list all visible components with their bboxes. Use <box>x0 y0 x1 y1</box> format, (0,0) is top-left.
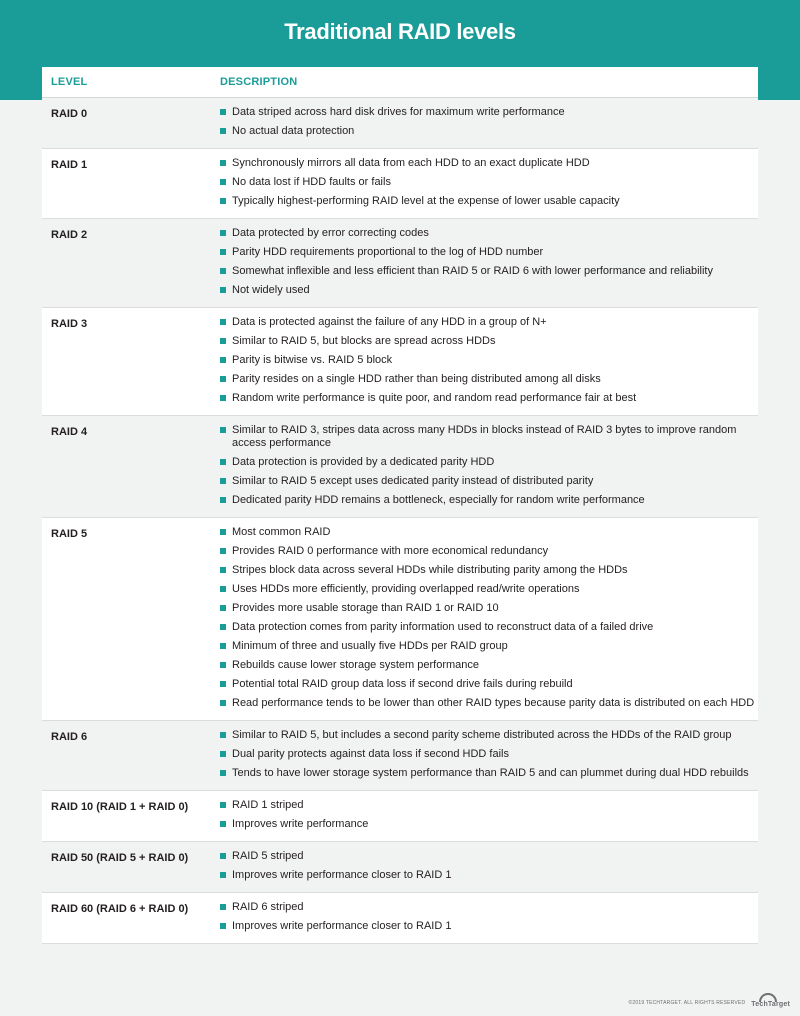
table-row <box>42 98 758 149</box>
square-bullet-icon <box>220 586 226 592</box>
square-bullet-icon <box>220 681 226 687</box>
description-item <box>220 850 758 863</box>
square-bullet-icon <box>220 338 226 344</box>
description-item <box>220 697 758 710</box>
square-bullet-icon <box>220 643 226 649</box>
raid-level-label: RAID 1 <box>51 159 88 171</box>
description-column-header: DESCRIPTION <box>220 76 298 88</box>
raid-level-label: RAID 3 <box>51 318 88 330</box>
raid-description-list <box>211 721 758 790</box>
description-item <box>220 335 758 348</box>
description-item <box>220 920 758 933</box>
description-item-text: Rebuilds cause lower storage system performance <box>232 659 480 671</box>
description-item-text: Dedicated parity HDD remains a bottleneck, especially for random write performance <box>232 494 645 506</box>
square-bullet-icon <box>220 821 226 827</box>
raid-level-label: RAID 10 (RAID 1 + RAID 0) <box>51 801 189 813</box>
raid-description-list <box>211 518 758 720</box>
square-bullet-icon <box>220 427 226 433</box>
square-bullet-icon <box>220 357 226 363</box>
description-item <box>220 659 758 672</box>
raid-description-list <box>211 893 758 943</box>
raid-level-label: RAID 5 <box>51 528 88 540</box>
square-bullet-icon <box>220 395 226 401</box>
description-item-text: Data striped across hard disk drives for maximum write performance <box>232 106 565 118</box>
square-bullet-icon <box>220 751 226 757</box>
description-item-text: No data lost if HDD faults or fails <box>232 176 391 188</box>
description-item-text: RAID 5 striped <box>232 850 304 862</box>
description-item <box>220 265 758 278</box>
description-item <box>220 748 758 761</box>
square-bullet-icon <box>220 923 226 929</box>
description-item <box>220 901 758 914</box>
logo-text: TechTarget <box>751 1001 790 1008</box>
description-item <box>220 316 758 329</box>
square-bullet-icon <box>220 548 226 554</box>
page-title: Traditional RAID levels <box>284 19 516 44</box>
description-item <box>220 157 758 170</box>
description-item-text: Parity resides on a single HDD rather than being distributed among all disks <box>232 373 601 385</box>
description-item <box>220 246 758 259</box>
description-item-text: No actual data protection <box>232 125 355 137</box>
raid-level-label: RAID 4 <box>51 426 88 438</box>
description-item-text: Random write performance is quite poor, and random read performance fair at best <box>232 392 637 404</box>
description-item-text: Improves write performance <box>232 818 369 830</box>
square-bullet-icon <box>220 268 226 274</box>
description-item <box>220 729 758 742</box>
square-bullet-icon <box>220 624 226 630</box>
square-bullet-icon <box>220 198 226 204</box>
description-item <box>220 767 758 780</box>
description-item-text: Improves write performance closer to RAID 1 <box>232 869 452 881</box>
description-item-text: Data is protected against the failure of any HDD in a group of N+ <box>232 316 547 328</box>
raid-level-label: RAID 2 <box>51 229 88 241</box>
raid-level-label: RAID 60 (RAID 6 + RAID 0) <box>51 903 189 915</box>
raid-description-list <box>211 791 758 841</box>
square-bullet-icon <box>220 249 226 255</box>
description-item <box>220 392 758 405</box>
description-item <box>220 545 758 558</box>
square-bullet-icon <box>220 904 226 910</box>
table-header <box>42 67 758 98</box>
square-bullet-icon <box>220 567 226 573</box>
description-item <box>220 818 758 831</box>
description-item <box>220 678 758 691</box>
square-bullet-icon <box>220 802 226 808</box>
table-body <box>42 98 758 944</box>
description-item <box>220 373 758 386</box>
raid-description-list <box>211 308 758 415</box>
square-bullet-icon <box>220 605 226 611</box>
square-bullet-icon <box>220 459 226 465</box>
table-row <box>42 416 758 518</box>
raid-description-list <box>211 149 758 218</box>
square-bullet-icon <box>220 497 226 503</box>
square-bullet-icon <box>220 529 226 535</box>
raid-level-label: RAID 50 (RAID 5 + RAID 0) <box>51 852 189 864</box>
raid-description-list <box>211 842 758 892</box>
description-item-text: Minimum of three and usually five HDDs per RAID group <box>232 640 508 652</box>
techtarget-logo <box>751 1001 790 1008</box>
description-item <box>220 284 758 297</box>
description-item-text: Somewhat inflexible and less efficient than RAID 5 or RAID 6 with lower performance and reliability <box>232 265 713 277</box>
table-row <box>42 893 758 944</box>
square-bullet-icon <box>220 376 226 382</box>
description-item-text: Similar to RAID 3, stripes data across many HDDs in blocks instead of RAID 3 bytes to improve random access performance <box>232 424 737 449</box>
description-item <box>220 227 758 240</box>
description-item <box>220 526 758 539</box>
description-item <box>220 583 758 596</box>
description-item <box>220 195 758 208</box>
raid-description-list <box>211 98 758 148</box>
square-bullet-icon <box>220 319 226 325</box>
square-bullet-icon <box>220 179 226 185</box>
description-item <box>220 125 758 138</box>
description-item <box>220 424 758 450</box>
table-row <box>42 219 758 308</box>
description-item-text: RAID 6 striped <box>232 901 304 913</box>
description-item <box>220 621 758 634</box>
description-item <box>220 475 758 488</box>
description-item-text: Dual parity protects against data loss if second HDD fails <box>232 748 509 760</box>
raid-description-list <box>211 219 758 307</box>
square-bullet-icon <box>220 732 226 738</box>
square-bullet-icon <box>220 478 226 484</box>
description-item-text: Uses HDDs more efficiently, providing overlapped read/write operations <box>232 583 580 595</box>
description-item <box>220 799 758 812</box>
copyright-text: ©2019 TECHTARGET. ALL RIGHTS RESERVED <box>628 1000 746 1006</box>
description-item <box>220 564 758 577</box>
description-item-text: Typically highest-performing RAID level at the expense of lower usable capacity <box>232 195 620 207</box>
raid-description-list <box>211 416 758 517</box>
description-item-text: Synchronously mirrors all data from each HDD to an exact duplicate HDD <box>232 157 590 169</box>
square-bullet-icon <box>220 662 226 668</box>
description-item-text: Similar to RAID 5, but blocks are spread across HDDs <box>232 335 496 347</box>
footer <box>629 1000 790 1008</box>
square-bullet-icon <box>220 128 226 134</box>
table-row <box>42 791 758 842</box>
square-bullet-icon <box>220 160 226 166</box>
description-item-text: Parity HDD requirements proportional to the log of HDD number <box>232 246 544 258</box>
square-bullet-icon <box>220 287 226 293</box>
table-row <box>42 518 758 721</box>
description-item-text: Provides more usable storage than RAID 1 or RAID 10 <box>232 602 499 614</box>
description-item <box>220 456 758 469</box>
description-item-text: Data protection comes from parity information used to reconstruct data of a failed drive <box>232 621 654 633</box>
description-item-text: Improves write performance closer to RAID 1 <box>232 920 452 932</box>
square-bullet-icon <box>220 700 226 706</box>
square-bullet-icon <box>220 109 226 115</box>
square-bullet-icon <box>220 770 226 776</box>
description-item <box>220 494 758 507</box>
description-item-text: Stripes block data across several HDDs while distributing parity among the HDDs <box>232 564 628 576</box>
description-item-text: Parity is bitwise vs. RAID 5 block <box>232 354 393 366</box>
description-item-text: Data protection is provided by a dedicated parity HDD <box>232 456 495 468</box>
table-row <box>42 149 758 219</box>
level-column-header: LEVEL <box>51 76 88 88</box>
square-bullet-icon <box>220 230 226 236</box>
description-item-text: Read performance tends to be lower than other RAID types because parity data is distributed on each HDD <box>232 697 755 709</box>
description-item <box>220 354 758 367</box>
description-item <box>220 176 758 189</box>
square-bullet-icon <box>220 853 226 859</box>
raid-table <box>42 67 758 944</box>
description-item-text: Data protected by error correcting codes <box>232 227 429 239</box>
raid-level-label: RAID 0 <box>51 108 88 120</box>
logo-arc-icon <box>759 993 777 1002</box>
table-row <box>42 842 758 893</box>
description-item-text: Potential total RAID group data loss if second drive fails during rebuild <box>232 678 573 690</box>
description-item-text: Similar to RAID 5, but includes a second parity scheme distributed across the HDDs of the RAID group <box>232 729 732 741</box>
description-item-text: Provides RAID 0 performance with more economical redundancy <box>232 545 549 557</box>
description-item <box>220 106 758 119</box>
table-row <box>42 721 758 791</box>
description-item-text: Not widely used <box>232 284 310 296</box>
description-item-text: RAID 1 striped <box>232 799 304 811</box>
description-item <box>220 869 758 882</box>
description-item <box>220 640 758 653</box>
raid-level-label: RAID 6 <box>51 731 88 743</box>
description-item-text: Similar to RAID 5 except uses dedicated parity instead of distributed parity <box>232 475 594 487</box>
description-item-text: Most common RAID <box>232 526 331 538</box>
square-bullet-icon <box>220 872 226 878</box>
table-row <box>42 308 758 416</box>
description-item-text: Tends to have lower storage system performance than RAID 5 and can plummet during dual HDD rebuilds <box>232 767 749 779</box>
description-item <box>220 602 758 615</box>
